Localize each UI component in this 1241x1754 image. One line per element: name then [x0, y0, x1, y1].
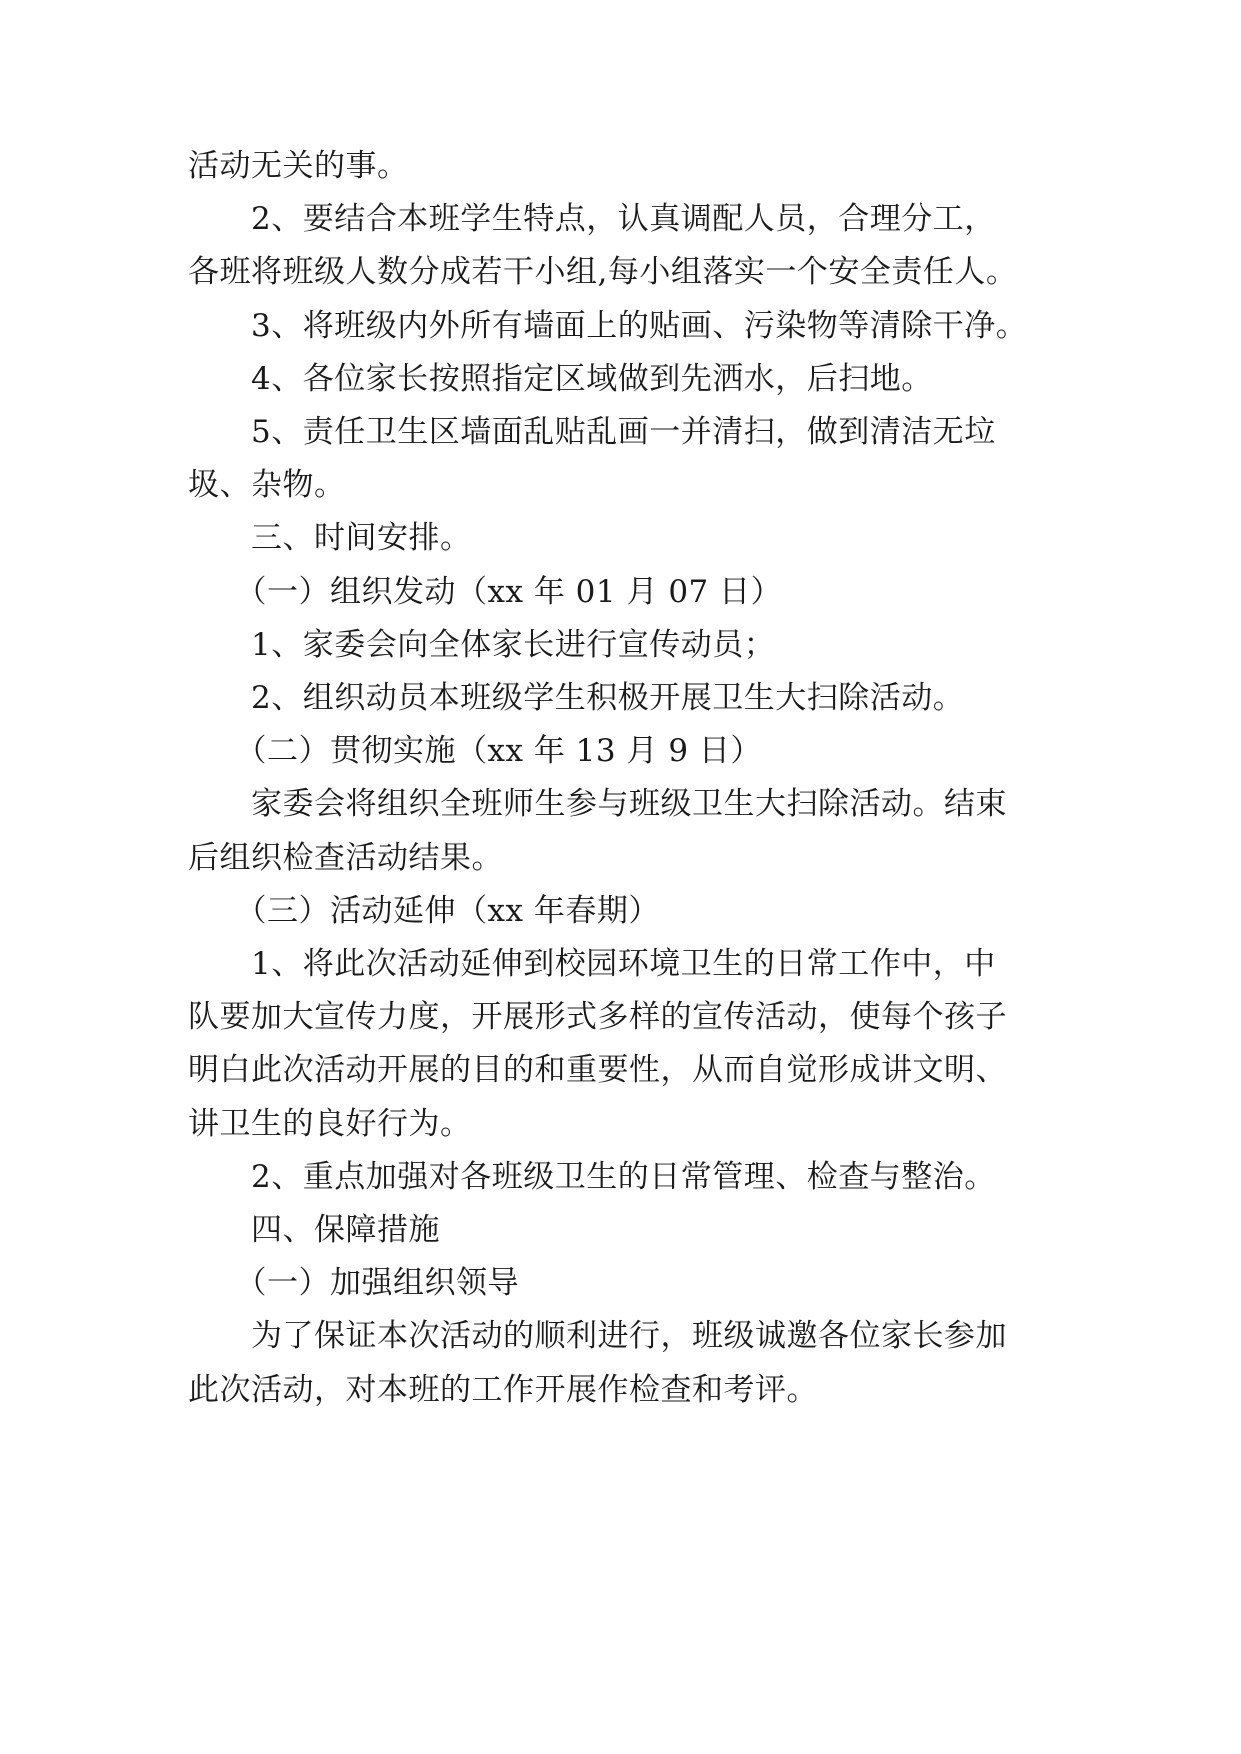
text-line: 2、重点加强对各班级卫生的日常管理、检查与整治。 — [188, 1159, 996, 1195]
text-line: 2、组织动员本班级学生积极开展卫生大扫除活动。 — [188, 680, 965, 716]
subsection-heading: （一）组织发动（xx 年 01 月 07 日） — [188, 574, 783, 610]
text-line: 后组织检查活动结果。 — [188, 840, 503, 876]
subsection-heading: （三）活动延伸（xx 年春期） — [188, 893, 660, 929]
text-line: 讲卫生的良好行为。 — [188, 1106, 472, 1142]
text-line: 3、将班级内外所有墙面上的贴画、污染物等清除干净。 — [188, 308, 1028, 344]
text-line: 圾、杂物。 — [188, 467, 346, 503]
text-line: 2、要结合本班学生特点，认真调配人员，合理分工， — [188, 201, 996, 237]
text-line: 5、责任卫生区墙面乱贴乱画一并清扫，做到清洁无垃 — [188, 414, 996, 450]
subsection-heading: （二）贯彻实施（xx 年 13 月 9 日） — [188, 733, 762, 769]
text-line: 明白此次活动开展的目的和重要性，从而自觉形成讲文明、 — [188, 1052, 1007, 1088]
text-line: 此次活动，对本班的工作开展作检查和考评。 — [188, 1372, 818, 1408]
text-line: 队要加大宣传力度，开展形式多样的宣传活动，使每个孩子 — [188, 999, 1007, 1035]
section-heading: 三、时间安排。 — [188, 520, 472, 556]
text-line: 4、各位家长按照指定区域做到先洒水，后扫地。 — [188, 361, 933, 397]
text-line: 1、将此次活动延伸到校园环境卫生的日常工作中，中 — [188, 946, 996, 982]
text-line: 1、家委会向全体家长进行宣传动员； — [188, 627, 776, 663]
text-line: 为了保证本次活动的顺利进行，班级诚邀各位家长参加 — [188, 1318, 1007, 1354]
text-line: 活动无关的事。 — [188, 148, 409, 184]
subsection-heading: （一）加强组织领导 — [188, 1265, 519, 1301]
text-line: 家委会将组织全班师生参与班级卫生大扫除活动。结束 — [188, 786, 1007, 822]
text-line: 各班将班级人数分成若干小组,每小组落实一个安全责任人。 — [188, 254, 1018, 290]
section-heading: 四、保障措施 — [188, 1212, 440, 1248]
